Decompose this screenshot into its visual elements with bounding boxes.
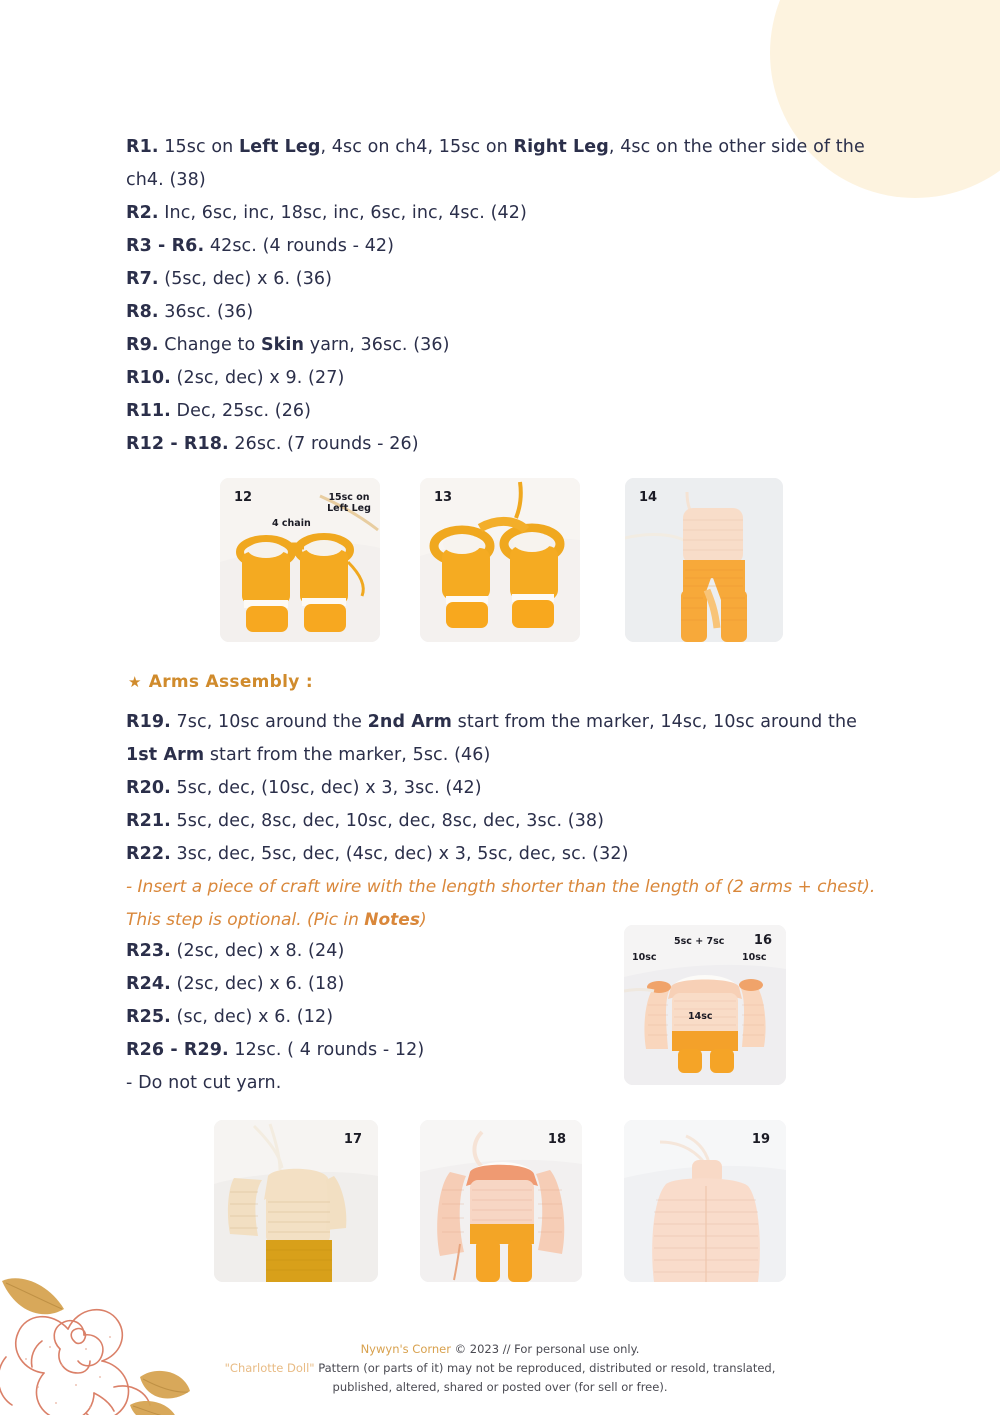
photo-card-18[interactable] — [420, 1120, 582, 1282]
pattern-row-r20 — [126, 772, 886, 805]
emphasis-text: 2nd Arm — [367, 712, 452, 732]
photo-12-number: 12 — [234, 490, 253, 505]
photo-17-number: 17 — [343, 1132, 362, 1147]
photo-14-number: 14 — [639, 490, 658, 505]
round-label: R9. — [126, 335, 159, 355]
pattern-row-r19 — [126, 706, 886, 772]
row-text: - Do not cut yarn. — [126, 1073, 282, 1093]
row-text: (5sc, dec) x 6. (36) — [158, 269, 333, 289]
star-icon: ★ — [128, 672, 142, 691]
round-label: R26 - R29. — [126, 1040, 229, 1060]
round-label: R8. — [126, 302, 159, 322]
footer-line-2-rest: Pattern (or parts of it) may not be reproduced, distributed or resold, translated, — [314, 1361, 776, 1375]
photo-16-annotation-10sc-right: 10sc — [742, 952, 767, 963]
row-text: ) — [419, 910, 427, 930]
pattern-row-r10 — [126, 362, 886, 395]
row-text: 12sc. ( 4 rounds - 12) — [228, 1040, 425, 1060]
pattern-row-r8 — [126, 296, 886, 329]
row-text: 15sc on — [158, 137, 240, 157]
section-heading-arms-assembly — [128, 672, 313, 692]
round-label: R11. — [126, 401, 171, 421]
pattern-row-r1 — [126, 131, 886, 197]
row-text: Inc, 6sc, inc, 18sc, inc, 6sc, inc, 4sc. (42) — [158, 203, 527, 223]
emphasis-text: Skin — [260, 335, 305, 355]
round-label: R7. — [126, 269, 159, 289]
round-label: R25. — [126, 1007, 171, 1027]
round-label: R10. — [126, 368, 171, 388]
emphasis-text: Left Leg — [239, 137, 321, 157]
pattern-row-r7 — [126, 263, 886, 296]
pattern-row-r25 — [126, 1001, 596, 1034]
row-text: Dec, 25sc. (26) — [170, 401, 312, 421]
pattern-rows-arms — [126, 706, 886, 937]
pattern-row-r12-r18 — [126, 428, 886, 461]
round-label: R21. — [126, 811, 171, 831]
row-text: 3sc, dec, 5sc, dec, (4sc, dec) x 3, 5sc, dec, sc. (32) — [170, 844, 629, 864]
row-text: (2sc, dec) x 8. (24) — [170, 941, 345, 961]
pattern-row-r21 — [126, 805, 886, 838]
emphasis-text: Notes — [364, 910, 420, 930]
round-label: R24. — [126, 974, 171, 994]
photo-19-number: 19 — [751, 1132, 770, 1147]
round-label: R20. — [126, 778, 171, 798]
emphasis-text: Right Leg — [513, 137, 609, 157]
row-text: 36sc. (36) — [158, 302, 254, 322]
photo-card-12[interactable] — [220, 478, 380, 642]
pattern-rows-arms-2 — [126, 935, 596, 1100]
footer-line-1-rest: © 2023 // For personal use only. — [450, 1342, 640, 1356]
photo-card-13[interactable] — [420, 478, 580, 642]
footer-doll-name: "Charlotte Doll" — [224, 1361, 315, 1375]
row-text: 42sc. (4 rounds - 42) — [204, 236, 395, 256]
pattern-row-r26-r29 — [126, 1034, 596, 1067]
footer-line-3: published, altered, shared or posted over (for sell or free). — [332, 1380, 668, 1394]
row-text: (2sc, dec) x 9. (27) — [170, 368, 345, 388]
photo-12-annotation-4chain: 4 chain — [272, 518, 311, 529]
photo-card-19[interactable] — [624, 1120, 786, 1282]
photo-16-number: 16 — [753, 933, 772, 948]
pattern-row-r3-r6 — [126, 230, 886, 263]
pattern-rows-top — [126, 131, 886, 461]
photo-card-17[interactable] — [214, 1120, 378, 1282]
row-text: , 4sc on the other side of the ch4. (38) — [126, 137, 865, 190]
round-label: R23. — [126, 941, 171, 961]
pattern-row-r24 — [126, 968, 596, 1001]
round-label: R22. — [126, 844, 171, 864]
pattern-row-r11 — [126, 395, 886, 428]
pattern-row-r22 — [126, 838, 886, 871]
footer-line-2 — [0, 1359, 1000, 1378]
row-text: (2sc, dec) x 6. (18) — [170, 974, 345, 994]
row-text: 5sc, dec, (10sc, dec) x 3, 3sc. (42) — [170, 778, 482, 798]
photo-18-number: 18 — [547, 1132, 566, 1147]
photo-16-image — [624, 925, 786, 1085]
row-text: , 4sc on ch4, 15sc on — [320, 137, 514, 157]
pattern-row-r23 — [126, 935, 596, 968]
row-text: - Insert a piece of craft wire with the length shorter than the length of (2 arms + chest). This step is optional. (Pic in — [126, 877, 876, 930]
photo-16-annotation-14sc: 14sc — [688, 1011, 713, 1022]
row-text: Change to — [158, 335, 261, 355]
row-text: 26sc. (7 rounds - 26) — [228, 434, 419, 454]
round-label: R19. — [126, 712, 171, 732]
round-label: R3 - R6. — [126, 236, 205, 256]
round-label: R2. — [126, 203, 159, 223]
row-text: 5sc, dec, 8sc, dec, 10sc, dec, 8sc, dec, 3sc. (38) — [170, 811, 605, 831]
photo-16-annotation-5sc-7sc: 5sc + 7sc — [674, 936, 725, 947]
do-not-cut-yarn-note — [126, 1067, 596, 1100]
photo-13-number: 13 — [434, 490, 453, 505]
row-text: 7sc, 10sc around the — [170, 712, 368, 732]
footer-brand: Nywyn's Corner — [360, 1342, 451, 1356]
footer-line-1 — [0, 1340, 1000, 1359]
photo-card-14[interactable] — [625, 478, 783, 642]
pattern-row-r9 — [126, 329, 886, 362]
photo-12-annotation-15sc: 15sc on Left Leg — [327, 492, 371, 514]
row-text: start from the marker, 14sc, 10sc around the — [451, 712, 858, 732]
footer — [0, 1340, 1000, 1397]
pattern-row-r2 — [126, 197, 886, 230]
row-text: start from the marker, 5sc. (46) — [204, 745, 491, 765]
row-text: yarn, 36sc. (36) — [304, 335, 450, 355]
photo-16-annotation-10sc-left: 10sc — [632, 952, 657, 963]
emphasis-text: 1st Arm — [126, 745, 205, 765]
photo-card-16[interactable] — [624, 925, 786, 1085]
row-text: (sc, dec) x 6. (12) — [170, 1007, 334, 1027]
round-label: R12 - R18. — [126, 434, 229, 454]
section-heading-label: Arms Assembly : — [148, 672, 313, 692]
round-label: R1. — [126, 137, 159, 157]
